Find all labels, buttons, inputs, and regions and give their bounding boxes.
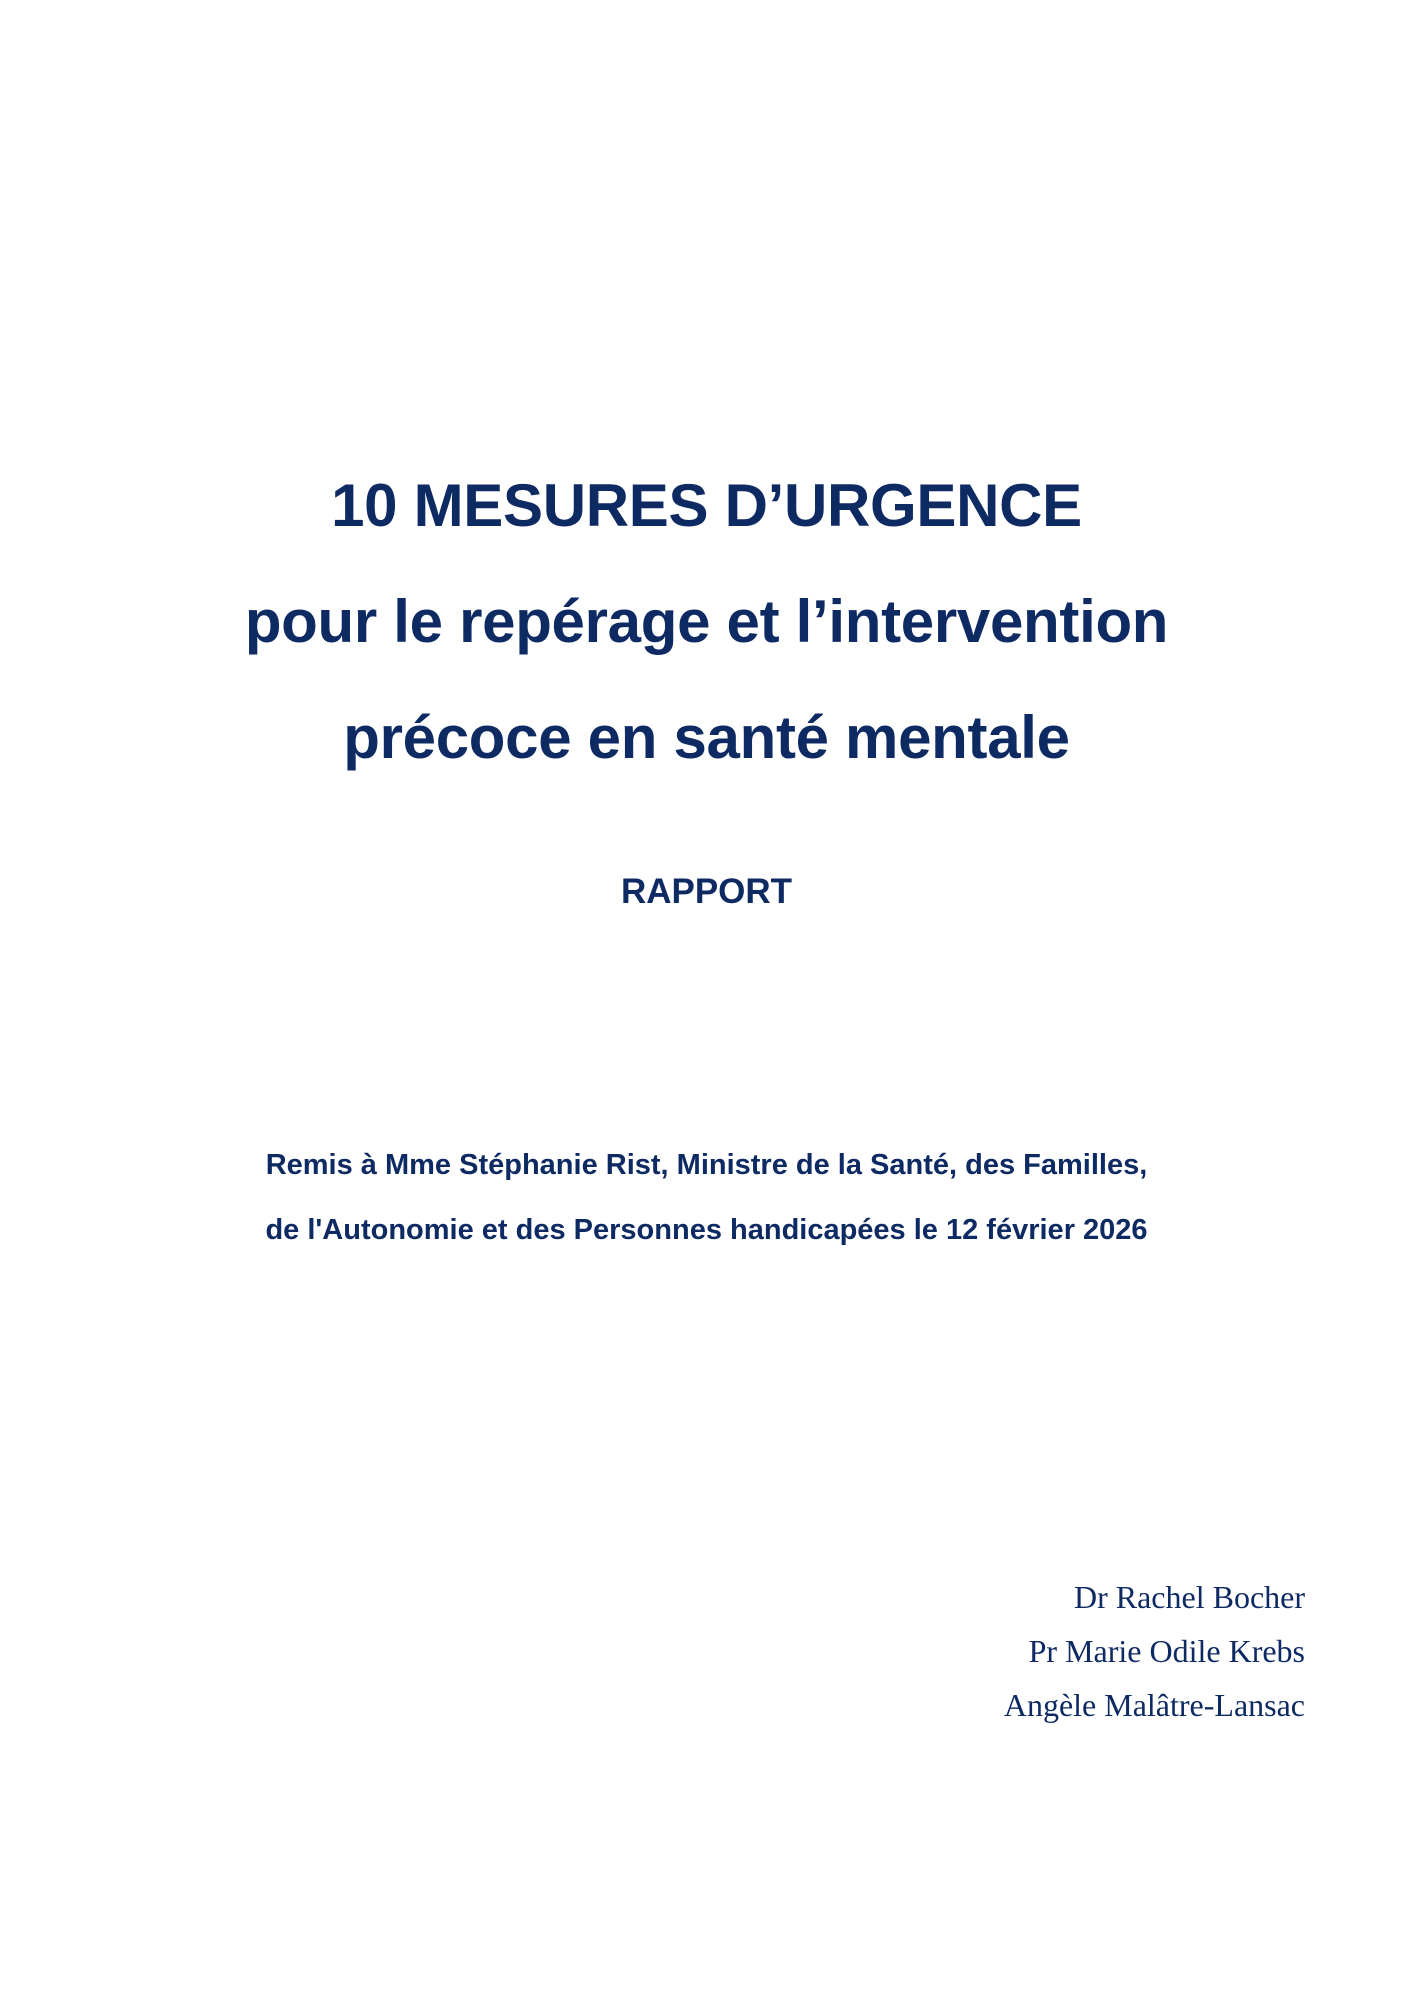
title-line-2: pour le repérage et l’intervention xyxy=(244,588,1169,655)
submission-note xyxy=(0,1133,1413,1263)
author-name: Pr Marie Odile Krebs xyxy=(1028,1633,1305,1669)
document-type-label: RAPPORT xyxy=(620,872,793,911)
author-list xyxy=(1004,1570,1305,1732)
title-line-3: précoce en santé mentale xyxy=(343,704,1070,771)
author-name: Angèle Malâtre-Lansac xyxy=(1003,1687,1305,1723)
submission-note-line-2: de l'Autonomie et des Personnes handicapées le 12 février 2026 xyxy=(265,1214,1148,1246)
title-line-1: 10 MESURES D’URGENCE xyxy=(331,472,1082,539)
report-title xyxy=(0,448,1413,796)
author-name: Dr Rachel Bocher xyxy=(1073,1579,1305,1615)
submission-note-line-1: Remis à Mme Stéphanie Rist, Ministre de la Santé, des Familles, xyxy=(265,1149,1148,1181)
